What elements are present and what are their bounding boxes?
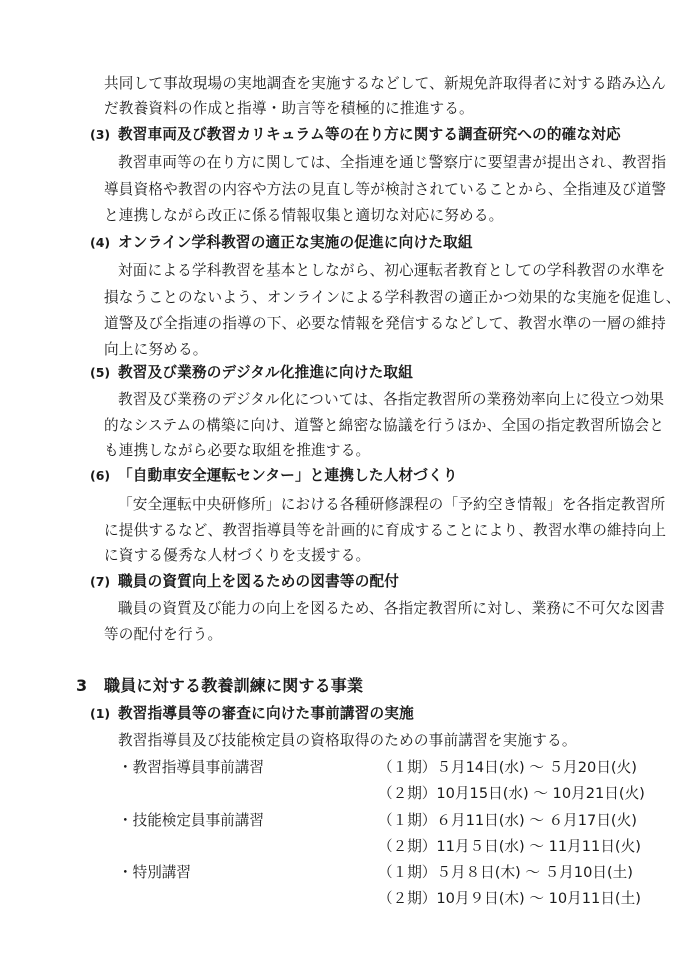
- intro-line-2: だ教養資料の作成と指導・助言等を積極的に推進する。: [104, 100, 474, 117]
- item-5-heading: 教習及び業務のデジタル化推進に向けた取組: [118, 364, 414, 381]
- item-3-heading: 教習車両及び教習カリキュラム等の在り方に関する調査研究への的確な対応: [118, 126, 621, 143]
- schedule-date: （２期）11月５日(水) ～ 11月11日(火): [378, 838, 641, 855]
- item-6-line-2: に提供するなど、教習指導員等を計画的に育成することにより、教習水準の維持向上: [104, 522, 667, 539]
- section-3-number: 3: [76, 676, 88, 695]
- intro-line-1: 共同して事故現場の実地調査を実施するなどして、新規免許取得者に対する踏み込ん: [104, 75, 666, 92]
- item-4-line-3: 道警及び全指連の指導の下、必要な情報を発信するなどして、教習水準の一層の維持: [104, 315, 666, 332]
- item-6-line-1: 「安全運転中央研修所」における各種研修課程の「予約空き情報」を各指定教習所: [118, 496, 666, 513]
- schedule-item-name: ・教習指導員事前講習: [118, 759, 264, 776]
- schedule-date: （１期）６月11日(水) ～ ６月17日(火): [378, 812, 637, 829]
- item-7-line-2: 等の配付を行う。: [104, 626, 223, 643]
- section-3-sub-text: 教習指導員及び技能検定員の資格取得のための事前講習を実施する。: [118, 732, 577, 749]
- item-5-line-2: 的なシステムの構築に向け、道警と綿密な協議を行うほか、全国の指定教習所協会と: [104, 417, 665, 434]
- item-7-number: (7): [90, 574, 111, 589]
- item-6-heading: 「自動車安全運転センター」と連携した人材づくり: [118, 467, 458, 484]
- item-3-number: (3): [90, 127, 111, 142]
- item-5-line-1: 教習及び業務のデジタル化については、各指定教習所の業務効率向上に役立つ効果: [118, 391, 665, 408]
- item-6-number: (6): [90, 468, 111, 483]
- item-4-line-2: 損なうことのないよう、オンラインによる学科教習の適正かつ効果的な実施を促進し、: [104, 289, 681, 306]
- item-6-line-3: に資する優秀な人材づくりを支援する。: [104, 547, 371, 564]
- schedule-date: （１期）５月14日(水) ～ ５月20日(火): [378, 759, 637, 776]
- schedule-date: （２期）10月15日(水) ～ 10月21日(火): [378, 785, 645, 802]
- schedule-item-name: ・特別講習: [118, 864, 191, 881]
- item-7-line-1: 職員の資質及び能力の向上を図るため、各指定教習所に対し、業務に不可欠な図書: [118, 600, 665, 617]
- item-3-line-1: 教習車両等の在り方に関しては、全指連を通じ警察庁に要望書が提出され、教習指: [118, 154, 667, 171]
- item-3-line-2: 導員資格や教習の内容や方法の見直し等が検討されていることから、全指連及び道警: [104, 181, 667, 198]
- item-5-line-3: も連携しながら必要な取組を推進する。: [104, 442, 371, 459]
- item-5-number: (5): [90, 365, 111, 380]
- item-3-line-3: と連携しながら改正に係る情報収集と適切な対応に努める。: [104, 207, 504, 224]
- item-4-line-4: 向上に努める。: [104, 341, 208, 358]
- item-4-number: (4): [90, 235, 111, 250]
- schedule-date: （２期）10月９日(木) ～ 10月11日(土): [378, 890, 641, 907]
- section-3-title: 職員に対する教養訓練に関する事業: [104, 676, 364, 695]
- item-4-heading: オンライン学科教習の適正な実施の促進に向けた取組: [118, 234, 473, 251]
- schedule-date: （１期）５月８日(木) ～ ５月10日(土): [378, 864, 633, 881]
- schedule-item-name: ・技能検定員事前講習: [118, 812, 264, 829]
- item-7-heading: 職員の資質向上を図るための図書等の配付: [118, 573, 400, 590]
- section-3-sub-heading: 教習指導員等の審査に向けた事前講習の実施: [118, 705, 414, 722]
- section-3-sub-number: (1): [90, 706, 111, 721]
- item-4-line-1: 対面による学科教習を基本としながら、初心運転者教育としての学科教習の水準を: [118, 262, 666, 279]
